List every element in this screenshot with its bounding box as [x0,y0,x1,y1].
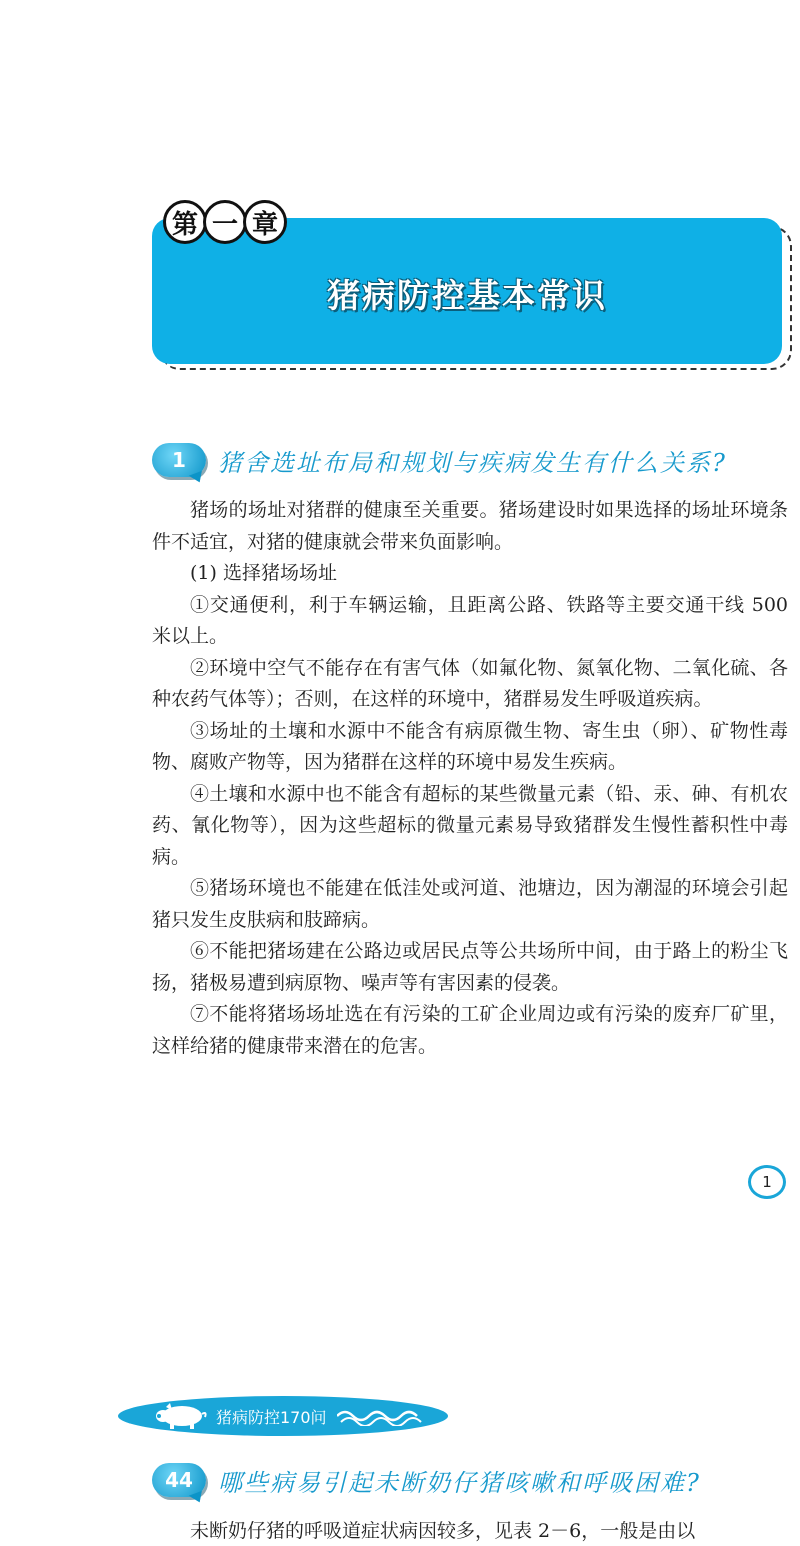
page-number: 1 [748,1165,786,1199]
question-header [152,440,727,480]
question-title: 哪些病易引起未断奶仔猪咳嗽和呼吸困难? [218,1468,701,1497]
chapter-label-char: 第 [163,200,207,244]
question-number-bubble: 44 [152,1463,206,1497]
paragraph: ⑥不能把猪场建在公路边或居民点等公共场所中间，由于路上的粉尘飞扬，猪极易遭到病原物、噪声等有害因素的侵袭。 [152,940,788,994]
book-title-banner [118,1396,448,1436]
paragraph: 猪场的场址对猪群的健康至关重要。猪场建设时如果选择的场址环境条件不适宜，对猪的健康就会带来负面影响。 [152,499,788,553]
wave-icon [337,1406,427,1426]
body-text [152,495,788,1062]
paragraph: ③场址的土壤和水源中不能含有病原微生物、寄生虫（卵）、矿物性毒物、腐败产物等，因为猪群在这样的环境中易发生疾病。 [152,719,788,773]
paragraph: ⑤猪场环境也不能建在低洼处或河道、池塘边，因为潮湿的环境会引起猪只发生皮肤病和肢蹄病。 [152,877,788,931]
paragraph: ①交通便利，利于车辆运输，且距离公路、铁路等主要交通干线 500 米以上。 [152,593,788,647]
paragraph: ②环境中空气不能存在有害气体（如氟化物、氮氧化物、二氧化硫、各种农药气体等）；否则，在这样的环境中，猪群易发生呼吸道疾病。 [152,656,788,710]
chapter-title: 猪病防控基本常识 [327,276,607,315]
paragraph: (1) 选择猪场场址 [190,562,337,584]
question-number-bubble: 1 [152,443,206,477]
question-title: 猪舍选址布局和规划与疾病发生有什么关系? [218,448,727,477]
body-text [152,1516,788,1546]
question-header [152,1460,701,1500]
book-title: 猪病防控170问 [216,1407,327,1427]
paragraph: 未断奶仔猪的呼吸道症状病因较多，见表 2－6，一般是由以 [190,1520,696,1542]
paragraph: ④土壤和水源中也不能含有超标的某些微量元素（铅、汞、砷、有机农药、氰化物等），因为这些超标的微量元素易导致猪群发生慢性蓄积性中毒病。 [152,782,788,868]
paragraph: ⑦不能将猪场场址选在有污染的工矿企业周边或有污染的废弃厂矿里，这样给猪的健康带来潜在的危害。 [152,1003,788,1057]
chapter-label [163,200,283,244]
chapter-label-char: 一 [203,200,247,244]
pig-icon [154,1402,208,1430]
chapter-label-char: 章 [243,200,287,244]
